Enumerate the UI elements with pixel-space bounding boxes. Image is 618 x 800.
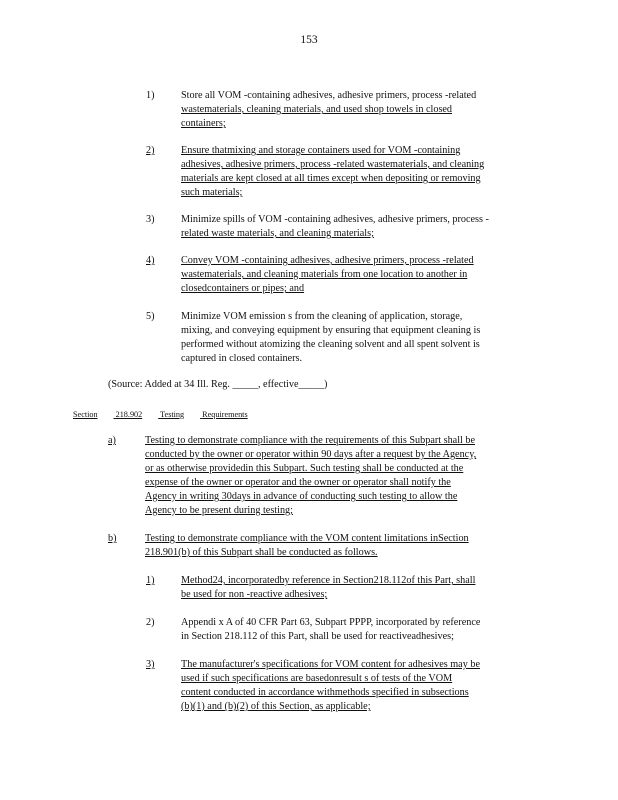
list-item-line: in Section 218.112 of this Part, shall be used for reactiveadhesives; bbox=[181, 631, 454, 642]
paragraph-line: Testing to demonstrate compliance with the requirements of this Subpart shall be bbox=[145, 435, 476, 446]
list-item bbox=[181, 213, 541, 241]
section-label: Section bbox=[73, 410, 98, 419]
paragraph-line: Testing to demonstrate compliance with the VOM content limitations inSection bbox=[145, 533, 469, 544]
section-title-b: Requirements bbox=[202, 410, 248, 419]
list-item-number: 2) bbox=[146, 617, 155, 628]
list-item bbox=[181, 144, 536, 200]
list-item-line: content conducted in accordance withmethods specified in subsections bbox=[181, 687, 469, 698]
section-heading bbox=[73, 410, 248, 419]
list-item-line: mixing, and conveying equipment by ensuring that equipment cleaning is bbox=[181, 325, 481, 336]
list-item-number: 2) bbox=[146, 145, 155, 156]
list-item-line: Minimize VOM emission s from the cleaning of application, storage, bbox=[181, 311, 463, 322]
section-title-a: Testing bbox=[160, 410, 185, 419]
list-item-line: The manufacturer's specifications for VOM content for adhesives may be bbox=[181, 659, 480, 670]
list-item-line: materials are kept closed at all times except when depositing or removing bbox=[181, 173, 481, 184]
list-item-line: closedcontainers or pipes; and bbox=[181, 283, 305, 294]
list-item-number: 1) bbox=[146, 575, 155, 586]
list-item-number: 4) bbox=[146, 255, 155, 266]
paragraph-line: expense of the owner or operator and the owner or operator shall notify the bbox=[145, 477, 451, 488]
list-item-number: 5) bbox=[146, 311, 155, 322]
list-item bbox=[181, 658, 541, 714]
list-item-line: used if such specifications are basedonresult s of tests of the VOM bbox=[181, 673, 453, 684]
list-item-line: adhesives, adhesive primers, process -related wastematerials, and cleaning bbox=[181, 159, 485, 170]
paragraph-a bbox=[145, 434, 540, 518]
list-item-line: wastematerials, and cleaning materials from one location to another in bbox=[181, 269, 468, 280]
list-item-line: Store all VOM -containing adhesives, adhesive primers, process -related bbox=[181, 90, 477, 101]
list-item-line: be used for non -reactive adhesives; bbox=[181, 589, 328, 600]
section-number: 218.902 bbox=[115, 410, 143, 419]
paragraph-line: Agency in writing 30days in advance of conducting such testing to allow the bbox=[145, 491, 458, 502]
paragraph-line: or as otherwise providedin this Subpart. Such testing shall be conducted at the bbox=[145, 463, 464, 474]
list-item-number: 3) bbox=[146, 659, 155, 670]
list-item-line: (b)(1) and (b)(2) of this Section, as applicable; bbox=[181, 701, 371, 712]
paragraph-line: 218.901(b) of this Subpart shall be conducted as follows. bbox=[145, 547, 378, 558]
list-item bbox=[181, 254, 536, 296]
paragraph-line: Agency to be present during testing; bbox=[145, 505, 293, 516]
paragraph-letter: a) bbox=[108, 435, 116, 446]
list-item-number: 1) bbox=[146, 90, 155, 101]
list-item-line: containers; bbox=[181, 118, 226, 129]
list-item-line: Minimize spills of VOM -containing adhesives, adhesive primers, process - bbox=[181, 214, 489, 225]
list-item bbox=[181, 574, 541, 602]
source-note: (Source: Added at 34 Ill. Reg. _____, effective_____) bbox=[108, 379, 328, 390]
list-item bbox=[181, 310, 541, 366]
paragraph-letter: b) bbox=[108, 533, 117, 544]
list-item bbox=[181, 89, 536, 131]
paragraph-b bbox=[145, 532, 540, 560]
list-item-line: related waste materials, and cleaning materials; bbox=[181, 228, 374, 239]
list-item-line: wastematerials, cleaning materials, and used shop towels in closed bbox=[181, 104, 453, 115]
list-item-line: such materials; bbox=[181, 187, 243, 198]
list-item-line: captured in closed containers. bbox=[181, 353, 303, 364]
list-item-line: Appendi x A of 40 CFR Part 63, Subpart PPPP, incorporated by reference bbox=[181, 617, 481, 628]
list-item-line: Convey VOM -containing adhesives, adhesive primers, process -related bbox=[181, 255, 474, 266]
paragraph-line: conducted by the owner or operator within 90 days after a request by the Agency, bbox=[145, 449, 477, 460]
list-item-line: Method24, incorporatedby reference in Section218.112of this Part, shall bbox=[181, 575, 476, 586]
page-number: 153 bbox=[300, 34, 318, 46]
list-item bbox=[181, 616, 541, 644]
list-item-number: 3) bbox=[146, 214, 155, 225]
list-item-line: Ensure thatmixing and storage containers used for VOM -containing bbox=[181, 145, 461, 156]
list-item-line: performed without atomizing the cleaning solvent and all spent solvent is bbox=[181, 339, 480, 350]
